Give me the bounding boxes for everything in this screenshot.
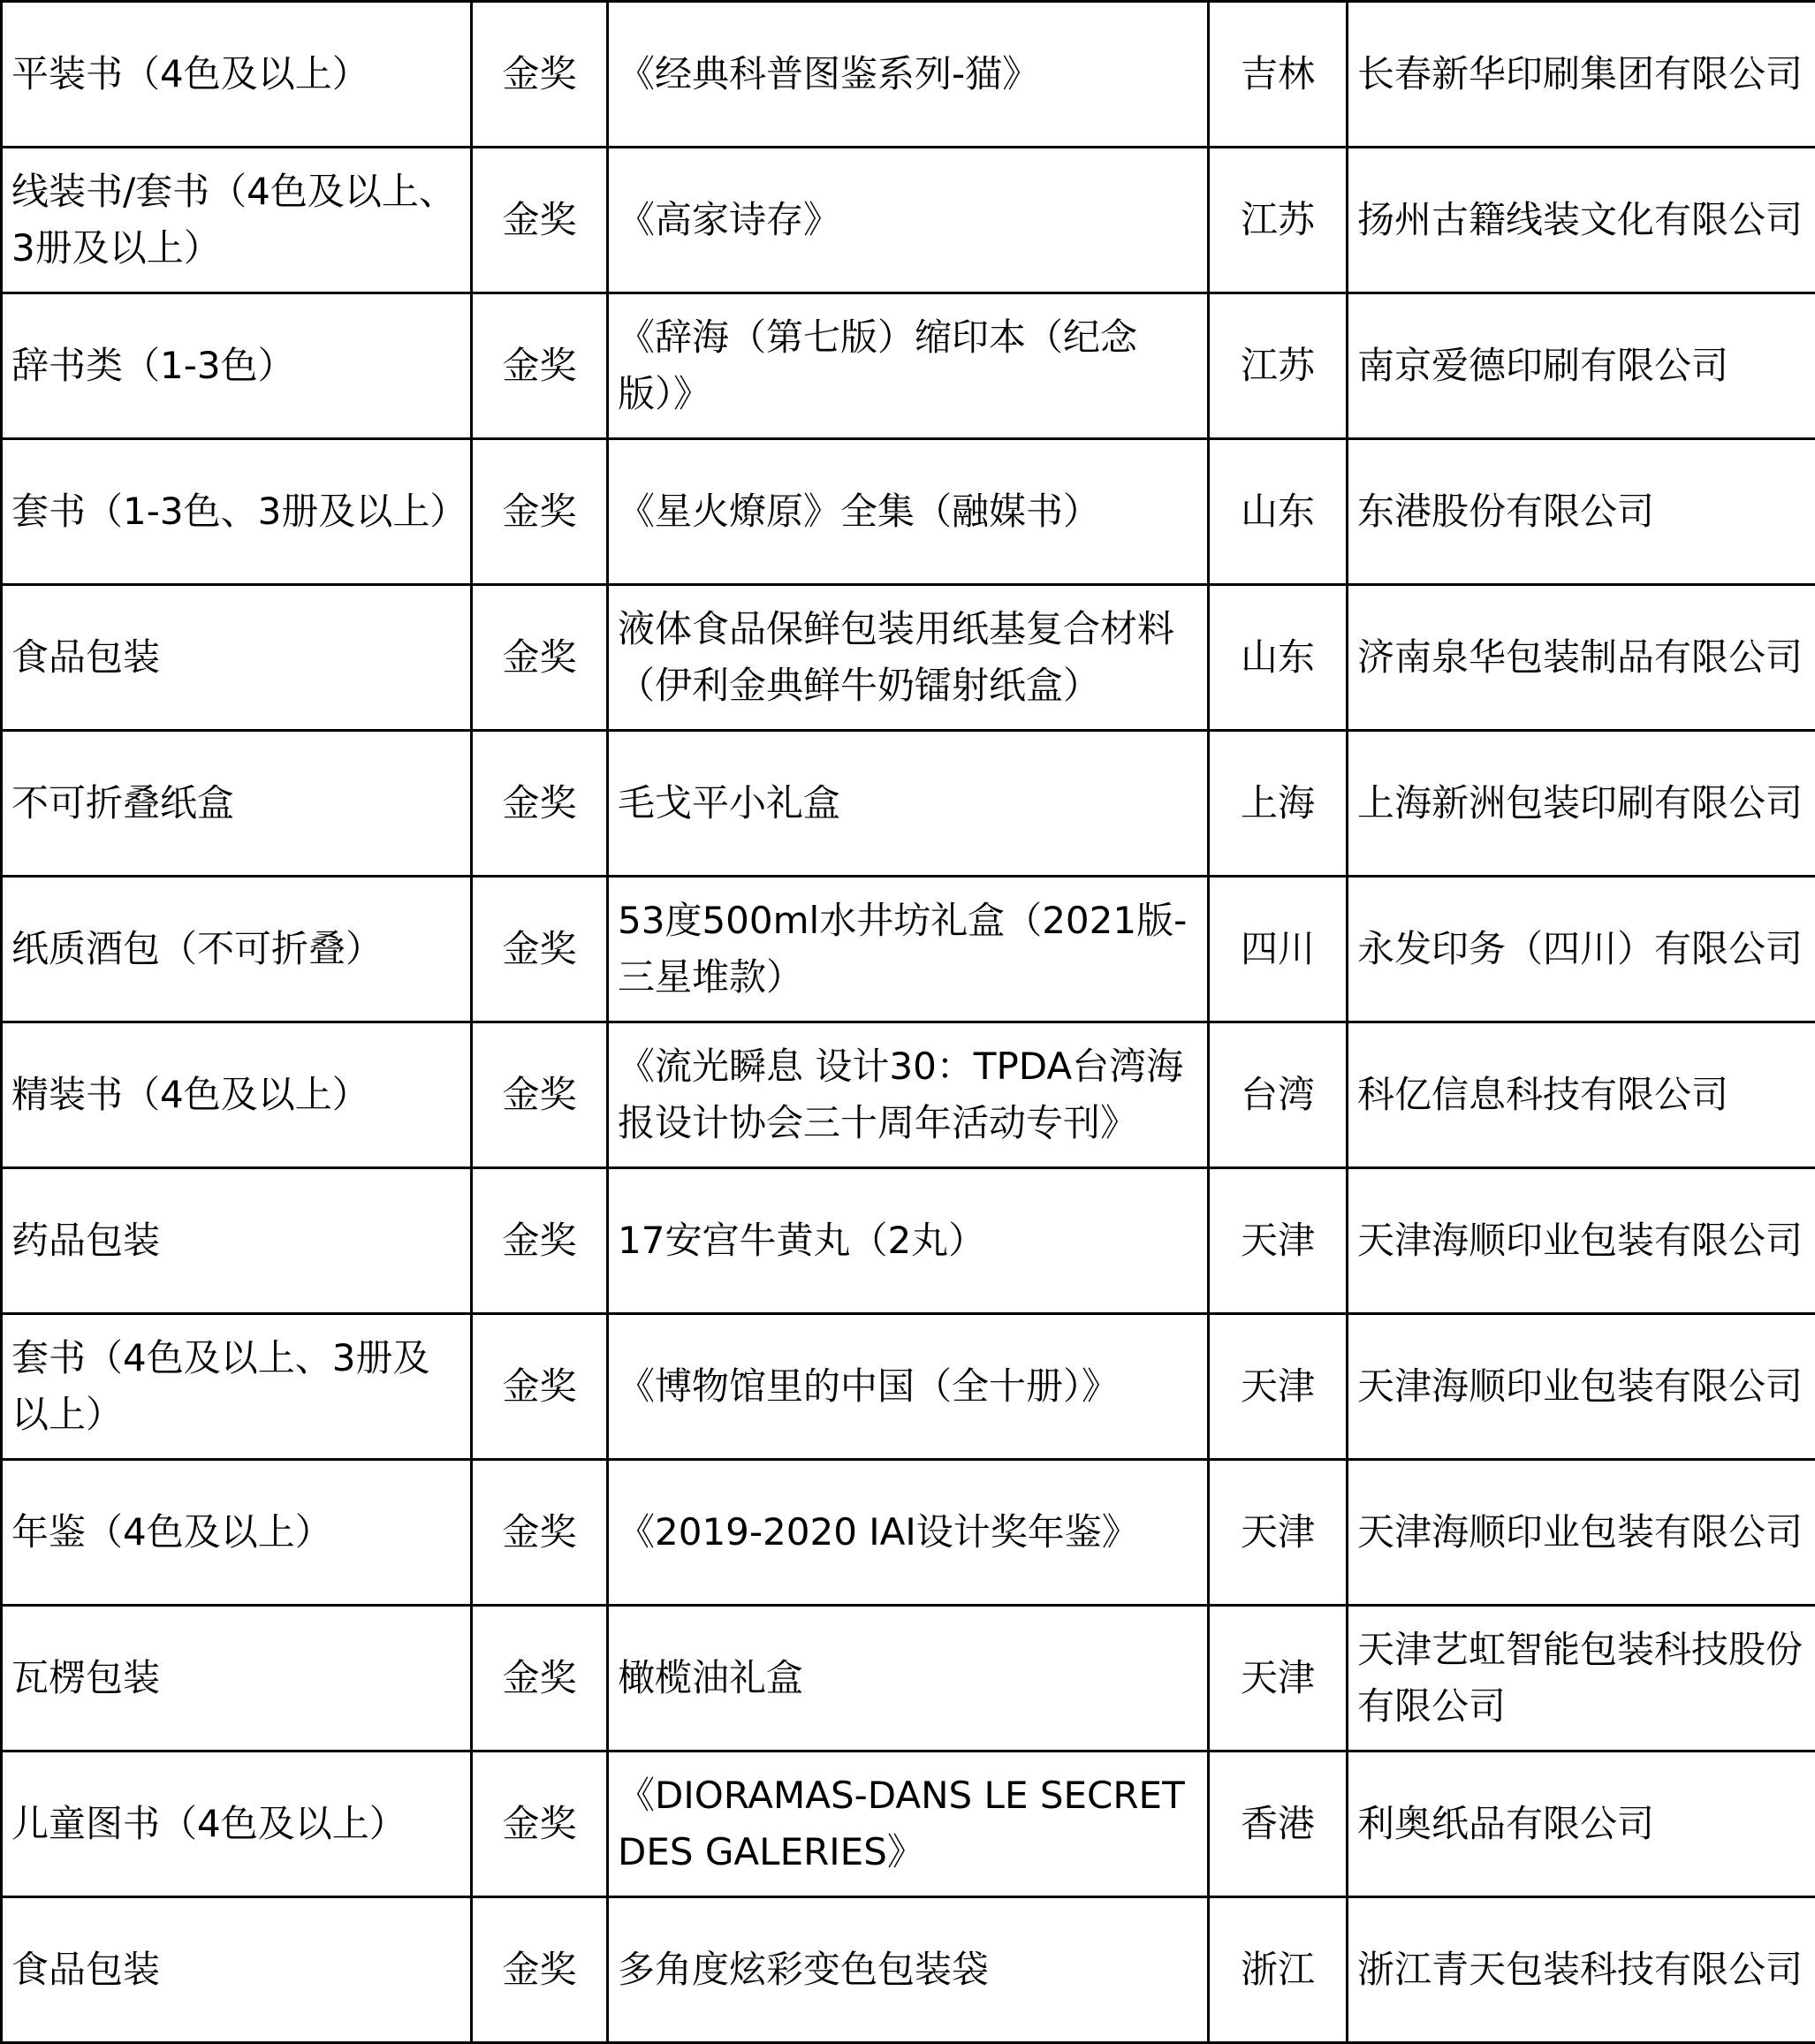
company-cell: 利奥纸品有限公司	[1348, 1751, 1815, 1897]
award-cell: 金奖	[472, 1606, 608, 1751]
work-cell: 《博物馆里的中国（全十册）》	[608, 1314, 1209, 1460]
company-cell: 天津海顺印业包装有限公司	[1348, 1168, 1815, 1314]
work-cell: 《辞海（第七版）缩印本（纪念版）》	[608, 293, 1209, 439]
category-cell: 药品包装	[2, 1168, 472, 1314]
award-cell: 金奖	[472, 1168, 608, 1314]
company-cell: 永发印务（四川）有限公司	[1348, 877, 1815, 1022]
table-row	[2, 2, 1815, 148]
region-cell: 四川	[1209, 877, 1348, 1022]
work-cell: 《2019-2020 IAI设计奖年鉴》	[608, 1460, 1209, 1606]
category-cell: 儿童图书（4色及以上）	[2, 1751, 472, 1897]
category-cell: 平装书（4色及以上）	[2, 2, 472, 148]
table-row	[2, 439, 1815, 585]
category-cell: 食品包装	[2, 1897, 472, 2043]
table-row	[2, 877, 1815, 1022]
category-cell: 精装书（4色及以上）	[2, 1022, 472, 1168]
award-cell: 金奖	[472, 148, 608, 293]
company-cell: 上海新洲包装印刷有限公司	[1348, 731, 1815, 877]
region-cell: 浙江	[1209, 1897, 1348, 2043]
category-cell: 纸质酒包（不可折叠）	[2, 877, 472, 1022]
category-cell: 不可折叠纸盒	[2, 731, 472, 877]
work-cell: 《经典科普图鉴系列-猫》	[608, 2, 1209, 148]
table-row	[2, 1606, 1815, 1751]
category-cell: 瓦楞包装	[2, 1606, 472, 1751]
region-cell: 山东	[1209, 439, 1348, 585]
work-cell: 《高家诗存》	[608, 148, 1209, 293]
work-cell: 毛戈平小礼盒	[608, 731, 1209, 877]
region-cell: 天津	[1209, 1460, 1348, 1606]
region-cell: 天津	[1209, 1314, 1348, 1460]
table-row	[2, 148, 1815, 293]
category-cell: 线装书/套书（4色及以上、3册及以上）	[2, 148, 472, 293]
work-cell: 《流光瞬息 设计30：TPDA台湾海报设计协会三十周年活动专刊》	[608, 1022, 1209, 1168]
award-cell: 金奖	[472, 293, 608, 439]
region-cell: 香港	[1209, 1751, 1348, 1897]
company-cell: 科亿信息科技有限公司	[1348, 1022, 1815, 1168]
company-cell: 天津海顺印业包装有限公司	[1348, 1460, 1815, 1606]
category-cell: 套书（4色及以上、3册及以上）	[2, 1314, 472, 1460]
award-cell: 金奖	[472, 1751, 608, 1897]
region-cell: 台湾	[1209, 1022, 1348, 1168]
category-cell: 套书（1-3色、3册及以上）	[2, 439, 472, 585]
company-cell: 东港股份有限公司	[1348, 439, 1815, 585]
table-row	[2, 585, 1815, 731]
region-cell: 吉林	[1209, 2, 1348, 148]
awards-table-body	[2, 2, 1815, 2043]
table-row	[2, 1314, 1815, 1460]
company-cell: 浙江青天包装科技有限公司	[1348, 1897, 1815, 2043]
company-cell: 扬州古籍线装文化有限公司	[1348, 148, 1815, 293]
table-row	[2, 1168, 1815, 1314]
category-cell: 辞书类（1-3色）	[2, 293, 472, 439]
region-cell: 江苏	[1209, 293, 1348, 439]
award-cell: 金奖	[472, 877, 608, 1022]
award-cell: 金奖	[472, 585, 608, 731]
table-row	[2, 1897, 1815, 2043]
table-row	[2, 1460, 1815, 1606]
company-cell: 济南泉华包装制品有限公司	[1348, 585, 1815, 731]
work-cell: 橄榄油礼盒	[608, 1606, 1209, 1751]
table-row	[2, 1751, 1815, 1897]
region-cell: 江苏	[1209, 148, 1348, 293]
award-cell: 金奖	[472, 731, 608, 877]
table-row	[2, 731, 1815, 877]
award-cell: 金奖	[472, 1022, 608, 1168]
region-cell: 山东	[1209, 585, 1348, 731]
work-cell: 53度500ml水井坊礼盒（2021版-三星堆款）	[608, 877, 1209, 1022]
work-cell: 《DIORAMAS-DANS LE SECRET DES GALERIES》	[608, 1751, 1209, 1897]
award-cell: 金奖	[472, 2, 608, 148]
company-cell: 南京爱德印刷有限公司	[1348, 293, 1815, 439]
work-cell: 17安宫牛黄丸（2丸）	[608, 1168, 1209, 1314]
category-cell: 食品包装	[2, 585, 472, 731]
work-cell: 液体食品保鲜包装用纸基复合材料（伊利金典鲜牛奶镭射纸盒）	[608, 585, 1209, 731]
work-cell: 《星火燎原》全集（融媒书）	[608, 439, 1209, 585]
region-cell: 上海	[1209, 731, 1348, 877]
category-cell: 年鉴（4色及以上）	[2, 1460, 472, 1606]
award-cell: 金奖	[472, 439, 608, 585]
company-cell: 天津海顺印业包装有限公司	[1348, 1314, 1815, 1460]
award-cell: 金奖	[472, 1897, 608, 2043]
region-cell: 天津	[1209, 1606, 1348, 1751]
region-cell: 天津	[1209, 1168, 1348, 1314]
company-cell: 天津艺虹智能包装科技股份有限公司	[1348, 1606, 1815, 1751]
work-cell: 多角度炫彩变色包装袋	[608, 1897, 1209, 2043]
table-row	[2, 293, 1815, 439]
award-cell: 金奖	[472, 1460, 608, 1606]
award-cell: 金奖	[472, 1314, 608, 1460]
table-row	[2, 1022, 1815, 1168]
company-cell: 长春新华印刷集团有限公司	[1348, 2, 1815, 148]
